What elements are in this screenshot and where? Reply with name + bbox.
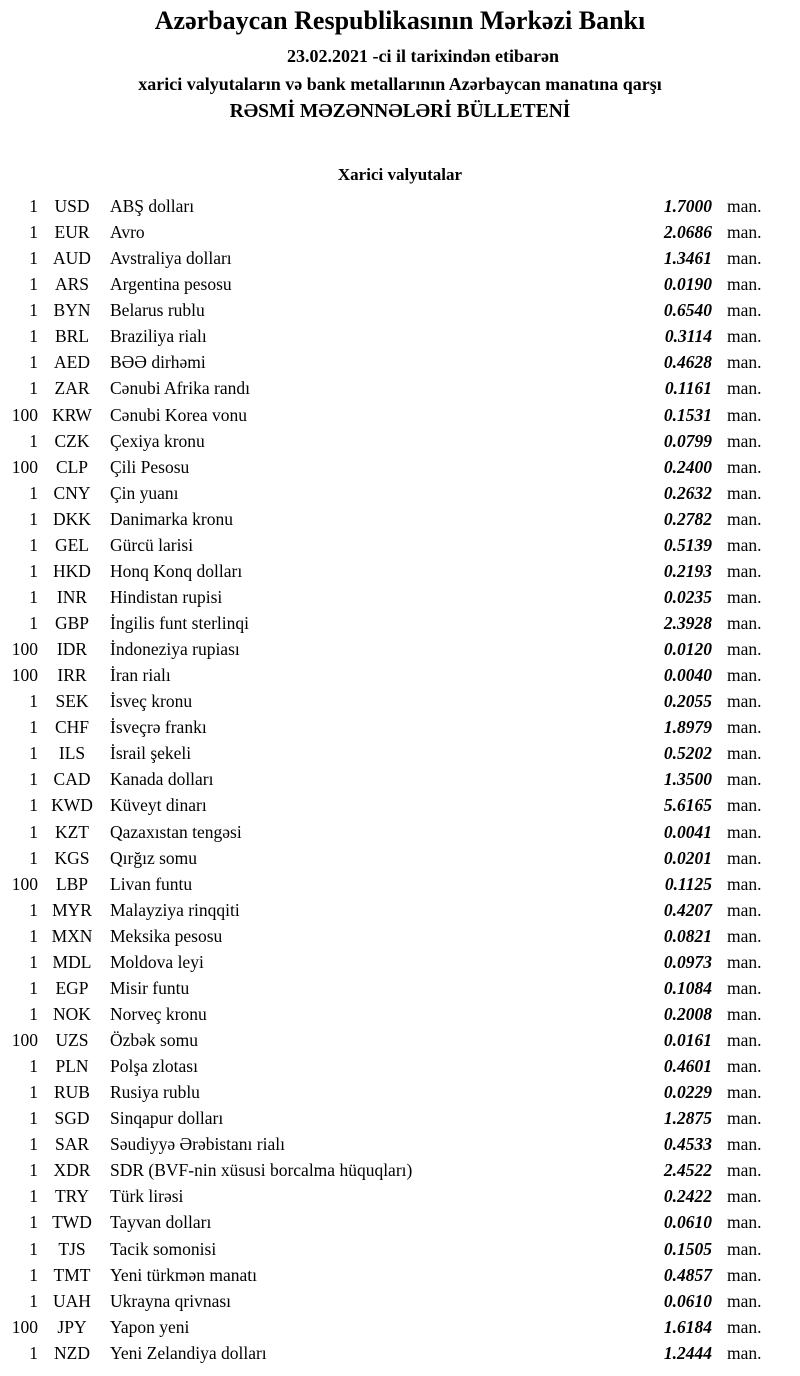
unit-cell: man. xyxy=(727,613,762,633)
currency-rate-row xyxy=(0,923,800,949)
rate-value-cell: 2.0686 xyxy=(663,222,712,243)
currency-name-cell: Çin yuanı xyxy=(110,482,179,503)
currency-code-cell: USD xyxy=(54,196,90,216)
rate-value-cell: 1.2875 xyxy=(663,1108,712,1129)
currency-name-cell: Özbək somu xyxy=(110,1030,198,1050)
currency-name-cell: İsveç kronu xyxy=(110,691,193,712)
currency-code-cell: TJS xyxy=(58,1238,86,1259)
rate-value-cell: 0.1161 xyxy=(664,378,712,399)
quantity-cell: 1 xyxy=(29,326,38,347)
currency-name-cell: Kanada dolları xyxy=(110,769,214,790)
quantity-cell: 100 xyxy=(11,1316,38,1337)
unit-cell: man. xyxy=(727,847,762,868)
rate-value-cell: 0.0041 xyxy=(663,821,712,842)
currency-code-cell: CNY xyxy=(53,482,91,503)
currency-rate-row xyxy=(0,975,800,1001)
currency-rate-row xyxy=(0,271,800,297)
quantity-cell: 1 xyxy=(29,769,38,790)
currency-code-cell: GBP xyxy=(54,613,90,633)
unit-cell: man. xyxy=(727,1003,762,1024)
currency-rate-row xyxy=(0,819,800,845)
currency-name-cell: BƏƏ dirhəmi xyxy=(110,352,206,373)
quantity-cell: 1 xyxy=(29,430,38,451)
rate-value-cell: 1.3461 xyxy=(663,248,712,269)
unit-cell: man. xyxy=(727,1056,762,1077)
rate-value-cell: 1.7000 xyxy=(663,196,712,216)
quantity-cell: 1 xyxy=(29,847,38,868)
rate-value-cell: 0.2008 xyxy=(663,1003,712,1024)
rate-value-cell: 0.2055 xyxy=(663,691,712,712)
currency-rate-row xyxy=(0,636,800,662)
currency-name-cell: Tayvan dolları xyxy=(110,1212,212,1233)
currency-code-cell: HKD xyxy=(53,560,91,581)
currency-code-cell: ZAR xyxy=(54,378,90,399)
currency-code-cell: KRW xyxy=(52,404,92,425)
rate-value-cell: 0.0973 xyxy=(663,951,712,972)
unit-cell: man. xyxy=(727,665,762,686)
currency-code-cell: SEK xyxy=(55,691,89,712)
quantity-cell: 1 xyxy=(29,534,38,555)
currency-code-cell: UAH xyxy=(53,1290,91,1311)
currency-code-cell: SGD xyxy=(54,1108,90,1129)
currency-code-cell: CHF xyxy=(54,717,90,738)
currency-code-cell: TMT xyxy=(53,1264,91,1285)
unit-cell: man. xyxy=(727,430,762,451)
currency-code-cell: ILS xyxy=(58,743,86,764)
currency-code-cell: TRY xyxy=(54,1186,90,1207)
currency-rate-row xyxy=(0,245,800,271)
unit-cell: man. xyxy=(727,795,762,816)
bulletin-title: RƏSMİ MƏZƏNNƏLƏRİ BÜLLETENİ xyxy=(229,101,571,122)
rate-value-cell: 0.0201 xyxy=(663,847,712,868)
unit-cell: man. xyxy=(727,639,762,660)
currency-name-cell: Rusiya rublu xyxy=(110,1082,200,1103)
rate-value-cell: 0.0235 xyxy=(663,586,712,607)
quantity-cell: 1 xyxy=(29,613,38,633)
currency-name-cell: ABŞ dolları xyxy=(110,196,195,216)
currency-name-cell: Səudiyyə Ərəbistanı rialı xyxy=(110,1134,285,1155)
unit-cell: man. xyxy=(727,743,762,764)
currency-rate-row xyxy=(0,949,800,975)
currency-name-cell: Meksika pesosu xyxy=(110,925,223,946)
unit-cell: man. xyxy=(727,508,762,529)
currency-name-cell: Danimarka kronu xyxy=(110,508,233,529)
currency-name-cell: Yeni Zelandiya dolları xyxy=(110,1342,267,1363)
unit-cell: man. xyxy=(727,1342,762,1363)
quantity-cell: 1 xyxy=(29,899,38,920)
quantity-cell: 1 xyxy=(29,508,38,529)
unit-cell: man. xyxy=(727,691,762,712)
currency-code-cell: INR xyxy=(56,586,88,607)
currency-name-cell: İran rialı xyxy=(110,665,171,686)
currency-name-cell: Çexiya kronu xyxy=(110,430,205,451)
unit-cell: man. xyxy=(727,717,762,738)
quantity-cell: 1 xyxy=(29,795,38,816)
currency-code-cell: JPY xyxy=(57,1316,87,1337)
quantity-cell: 1 xyxy=(29,1212,38,1233)
currency-code-cell: NZD xyxy=(54,1342,90,1363)
unit-cell: man. xyxy=(727,873,762,894)
currency-name-cell: Türk lirəsi xyxy=(110,1186,184,1207)
unit-cell: man. xyxy=(727,248,762,269)
currency-rate-row xyxy=(0,193,800,219)
currency-rate-row xyxy=(0,1209,800,1235)
quantity-cell: 1 xyxy=(29,352,38,373)
unit-cell: man. xyxy=(727,196,762,216)
rate-value-cell: 1.6184 xyxy=(663,1316,712,1337)
currency-code-cell: BRL xyxy=(54,326,90,347)
quantity-cell: 100 xyxy=(11,873,38,894)
currency-name-cell: İsrail şekeli xyxy=(110,743,192,764)
currency-code-cell: DKK xyxy=(53,508,91,529)
currency-rate-row xyxy=(0,584,800,610)
rate-value-cell: 0.0040 xyxy=(663,665,712,686)
unit-cell: man. xyxy=(727,326,762,347)
unit-cell: man. xyxy=(727,1290,762,1311)
rate-value-cell: 0.0229 xyxy=(663,1082,712,1103)
currency-name-cell: Cənubi Korea vonu xyxy=(110,404,248,425)
unit-cell: man. xyxy=(727,274,762,295)
currency-rate-row xyxy=(0,1053,800,1079)
currency-rate-row xyxy=(0,1079,800,1105)
quantity-cell: 1 xyxy=(29,691,38,712)
rate-value-cell: 0.2400 xyxy=(663,456,712,477)
currency-rate-row xyxy=(0,1105,800,1131)
currency-rate-row xyxy=(0,740,800,766)
rate-value-cell: 5.6165 xyxy=(663,795,712,816)
currency-name-cell: Honq Konq dolları xyxy=(110,560,243,581)
rate-value-cell: 0.0610 xyxy=(663,1290,712,1311)
unit-cell: man. xyxy=(727,586,762,607)
unit-cell: man. xyxy=(727,222,762,243)
currency-rate-row xyxy=(0,1027,800,1053)
rate-value-cell: 2.3928 xyxy=(663,613,712,633)
rate-value-cell: 0.4601 xyxy=(663,1056,712,1077)
currency-name-cell: Malayziya rinqqiti xyxy=(110,899,240,920)
unit-cell: man. xyxy=(727,560,762,581)
currency-rate-row xyxy=(0,792,800,818)
currency-rate-row xyxy=(0,1262,800,1288)
unit-cell: man. xyxy=(727,300,762,321)
quantity-cell: 1 xyxy=(29,1160,38,1181)
quantity-cell: 1 xyxy=(29,1003,38,1024)
currency-rate-row xyxy=(0,1157,800,1183)
rate-value-cell: 0.5139 xyxy=(663,534,712,555)
quantity-cell: 1 xyxy=(29,951,38,972)
rate-value-cell: 2.4522 xyxy=(663,1160,712,1181)
currency-name-cell: Yeni türkmən manatı xyxy=(110,1264,257,1285)
quantity-cell: 1 xyxy=(29,1082,38,1103)
unit-cell: man. xyxy=(727,1082,762,1103)
rate-value-cell: 0.4207 xyxy=(663,899,712,920)
rate-value-cell: 0.5202 xyxy=(663,743,712,764)
rate-value-cell: 0.4628 xyxy=(663,352,712,373)
currency-name-cell: İndoneziya rupiası xyxy=(110,639,240,660)
rate-value-cell: 1.2444 xyxy=(663,1342,712,1363)
currency-name-cell: Ukrayna qrivnası xyxy=(110,1290,232,1311)
currency-code-cell: MXN xyxy=(51,925,93,946)
currency-rate-row xyxy=(0,349,800,375)
currency-rate-row xyxy=(0,558,800,584)
currency-name-cell: Qırğız somu xyxy=(110,847,198,868)
unit-cell: man. xyxy=(727,1134,762,1155)
currency-rate-row xyxy=(0,454,800,480)
rate-value-cell: 0.6540 xyxy=(663,300,712,321)
rate-value-cell: 1.8979 xyxy=(663,717,712,738)
currency-rate-row xyxy=(0,662,800,688)
currency-rate-row xyxy=(0,428,800,454)
quantity-cell: 1 xyxy=(29,482,38,503)
currency-code-cell: NOK xyxy=(53,1003,91,1024)
quantity-cell: 1 xyxy=(29,743,38,764)
unit-cell: man. xyxy=(727,769,762,790)
currency-rate-row xyxy=(0,1001,800,1027)
currency-name-cell: Cənubi Afrika randı xyxy=(110,378,250,399)
quantity-cell: 100 xyxy=(11,404,38,425)
unit-cell: man. xyxy=(727,482,762,503)
currency-name-cell: İngilis funt sterlinqi xyxy=(110,613,250,633)
rate-value-cell: 0.2632 xyxy=(663,482,712,503)
unit-cell: man. xyxy=(727,1186,762,1207)
currency-name-cell: Belarus rublu xyxy=(110,300,205,321)
rate-value-cell: 0.1505 xyxy=(663,1238,712,1259)
currency-rate-row xyxy=(0,845,800,871)
currency-code-cell: EUR xyxy=(54,222,90,243)
quantity-cell: 1 xyxy=(29,1238,38,1259)
unit-cell: man. xyxy=(727,1264,762,1285)
quantity-cell: 100 xyxy=(11,639,38,660)
currency-rate-row xyxy=(0,375,800,401)
rate-value-cell: 0.1084 xyxy=(663,977,712,998)
currency-name-cell: Gürcü larisi xyxy=(110,534,194,555)
effective-date-line: 23.02.2021 -ci il tarixindən etibarən xyxy=(287,46,559,66)
currency-name-cell: Norveç kronu xyxy=(110,1003,207,1024)
currency-code-cell: RUB xyxy=(54,1082,90,1103)
currency-name-cell: Çili Pesosu xyxy=(110,456,190,477)
rate-value-cell: 0.1125 xyxy=(664,873,712,894)
currency-rate-row xyxy=(0,1288,800,1314)
currency-name-cell: Misir funtu xyxy=(110,977,190,998)
rate-value-cell: 0.3114 xyxy=(664,326,712,347)
quantity-cell: 1 xyxy=(29,1186,38,1207)
unit-cell: man. xyxy=(727,1238,762,1259)
unit-cell: man. xyxy=(727,925,762,946)
currency-name-cell: Qazaxıstan tengəsi xyxy=(110,821,242,842)
quantity-cell: 1 xyxy=(29,248,38,269)
currency-rate-row xyxy=(0,714,800,740)
unit-cell: man. xyxy=(727,404,762,425)
currency-code-cell: KWD xyxy=(51,795,93,816)
rate-value-cell: 0.1531 xyxy=(663,404,712,425)
quantity-cell: 100 xyxy=(11,665,38,686)
rate-value-cell: 1.3500 xyxy=(663,769,712,790)
currency-rate-row xyxy=(0,897,800,923)
currency-name-cell: Braziliya rialı xyxy=(110,326,207,347)
rate-value-cell: 0.2193 xyxy=(663,560,712,581)
unit-cell: man. xyxy=(727,1212,762,1233)
section-title-foreign-currencies: Xarici valyutalar xyxy=(337,165,463,184)
currency-code-cell: EGP xyxy=(55,977,89,998)
quantity-cell: 1 xyxy=(29,1134,38,1155)
currency-rate-row xyxy=(0,1131,800,1157)
currency-code-cell: TWD xyxy=(52,1212,92,1233)
unit-cell: man. xyxy=(727,456,762,477)
currency-rate-row xyxy=(0,1340,800,1366)
currency-name-cell: Yapon yeni xyxy=(110,1316,190,1337)
quantity-cell: 1 xyxy=(29,560,38,581)
currency-code-cell: KGS xyxy=(54,847,90,868)
currency-name-cell: Küveyt dinarı xyxy=(110,795,207,816)
currency-name-cell: Sinqapur dolları xyxy=(110,1108,224,1129)
rate-value-cell: 0.2782 xyxy=(663,508,712,529)
currency-rate-row xyxy=(0,323,800,349)
quantity-cell: 1 xyxy=(29,717,38,738)
unit-cell: man. xyxy=(727,899,762,920)
unit-cell: man. xyxy=(727,821,762,842)
rate-value-cell: 0.0190 xyxy=(663,274,712,295)
quantity-cell: 1 xyxy=(29,378,38,399)
quantity-cell: 1 xyxy=(29,586,38,607)
currency-name-cell: Tacik somonisi xyxy=(110,1238,217,1259)
currency-rate-row xyxy=(0,297,800,323)
currency-name-cell: Avro xyxy=(110,222,145,243)
currency-code-cell: CLP xyxy=(55,456,89,477)
rate-value-cell: 0.0821 xyxy=(663,925,712,946)
rate-value-cell: 0.0610 xyxy=(663,1212,712,1233)
currency-rate-row xyxy=(0,506,800,532)
currency-rate-row xyxy=(0,1314,800,1340)
currency-code-cell: MDL xyxy=(52,951,92,972)
quantity-cell: 100 xyxy=(11,1030,38,1050)
currency-name-cell: İsveçrə frankı xyxy=(110,717,207,738)
currency-name-cell: Avstraliya dolları xyxy=(110,248,232,269)
rate-value-cell: 0.4533 xyxy=(663,1134,712,1155)
quantity-cell: 1 xyxy=(29,1108,38,1129)
currency-code-cell: IRR xyxy=(57,665,87,686)
currency-code-cell: SAR xyxy=(54,1134,90,1155)
currency-code-cell: GEL xyxy=(54,534,90,555)
unit-cell: man. xyxy=(727,1160,762,1181)
currency-rate-row xyxy=(0,1236,800,1262)
quantity-cell: 1 xyxy=(29,274,38,295)
currency-rate-row xyxy=(0,1183,800,1209)
quantity-cell: 1 xyxy=(29,222,38,243)
unit-cell: man. xyxy=(727,352,762,373)
bank-name-title: Azərbaycan Respublikasının Mərkəzi Bankı xyxy=(154,6,646,35)
currency-name-cell: SDR (BVF-nin xüsusi borcalma hüquqları) xyxy=(110,1160,413,1181)
currency-name-cell: Polşa zlotası xyxy=(110,1056,198,1077)
currency-rate-row xyxy=(0,219,800,245)
currency-code-cell: AED xyxy=(54,352,90,373)
currency-code-cell: IDR xyxy=(56,639,88,660)
unit-cell: man. xyxy=(727,378,762,399)
currency-code-cell: AUD xyxy=(53,248,91,269)
quantity-cell: 1 xyxy=(29,1342,38,1363)
currency-code-cell: BYN xyxy=(53,300,91,321)
rate-value-cell: 0.0161 xyxy=(663,1030,712,1050)
unit-cell: man. xyxy=(727,1316,762,1337)
currency-name-cell: Moldova leyi xyxy=(110,951,204,972)
currency-code-cell: MYR xyxy=(52,899,92,920)
quantity-cell: 1 xyxy=(29,1264,38,1285)
rate-value-cell: 0.4857 xyxy=(663,1264,712,1285)
currency-code-cell: CZK xyxy=(54,430,90,451)
rate-value-cell: 0.0799 xyxy=(663,430,712,451)
quantity-cell: 1 xyxy=(29,300,38,321)
currency-rate-row xyxy=(0,766,800,792)
currency-rate-row xyxy=(0,480,800,506)
quantity-cell: 1 xyxy=(29,925,38,946)
quantity-cell: 100 xyxy=(11,456,38,477)
currency-rate-row xyxy=(0,610,800,636)
currency-name-cell: Livan funtu xyxy=(110,873,193,894)
unit-cell: man. xyxy=(727,1108,762,1129)
quantity-cell: 1 xyxy=(29,977,38,998)
rate-value-cell: 0.2422 xyxy=(663,1186,712,1207)
currency-code-cell: XDR xyxy=(53,1160,91,1181)
currency-name-cell: Hindistan rupisi xyxy=(110,586,223,607)
rate-value-cell: 0.0120 xyxy=(663,639,712,660)
unit-cell: man. xyxy=(727,977,762,998)
quantity-cell: 1 xyxy=(29,1056,38,1077)
subject-line: xarici valyutaların və bank metallarının Azərbaycan manatına qarşı xyxy=(138,74,662,94)
currency-rate-row xyxy=(0,532,800,558)
currency-code-cell: PLN xyxy=(55,1056,89,1077)
unit-cell: man. xyxy=(727,1030,762,1050)
currency-code-cell: ARS xyxy=(54,274,90,295)
currency-code-cell: CAD xyxy=(53,769,91,790)
currency-rate-row xyxy=(0,402,800,428)
currency-code-cell: KZT xyxy=(54,821,90,842)
unit-cell: man. xyxy=(727,951,762,972)
unit-cell: man. xyxy=(727,534,762,555)
currency-rate-row xyxy=(0,688,800,714)
currency-rates-table xyxy=(0,193,800,1366)
currency-code-cell: LBP xyxy=(55,873,89,894)
currency-rate-row xyxy=(0,871,800,897)
currency-code-cell: UZS xyxy=(55,1030,89,1050)
quantity-cell: 1 xyxy=(29,1290,38,1311)
quantity-cell: 1 xyxy=(29,196,38,216)
quantity-cell: 1 xyxy=(29,821,38,842)
currency-name-cell: Argentina pesosu xyxy=(110,274,232,295)
